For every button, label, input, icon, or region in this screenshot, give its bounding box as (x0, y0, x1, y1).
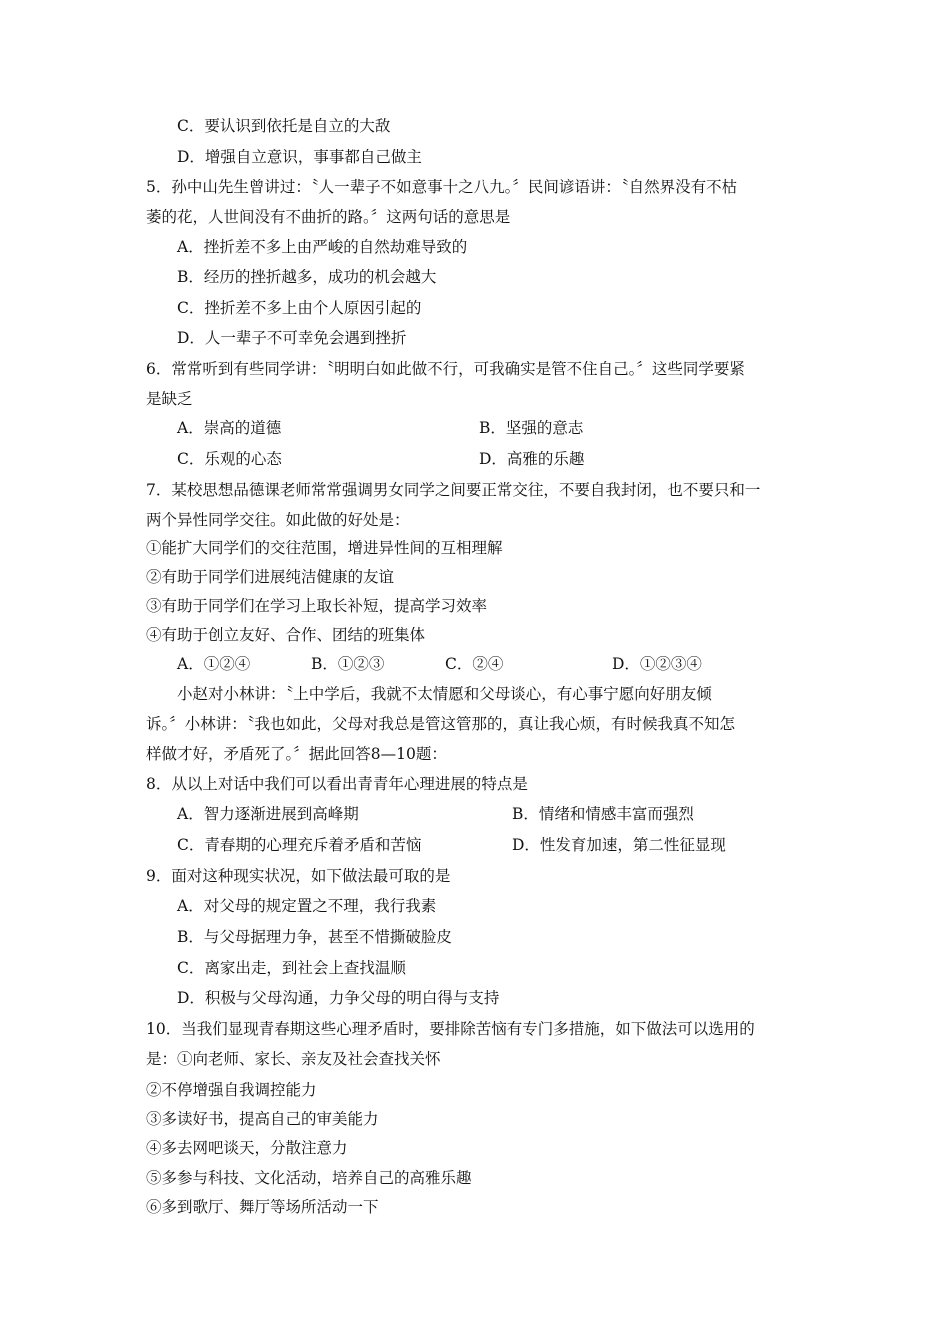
question-9: 9．面对这种现实状况，如下做法最可取的是 (146, 867, 451, 885)
statement-10-5: ⑤多参与科技、文化活动，培养自己的高雅乐趣 (146, 1169, 472, 1187)
option-5c: C．挫折差不多上由个人原因引起的 (177, 299, 422, 317)
option-8a: A．智力逐渐进展到高峰期 (177, 805, 359, 823)
option-4c: C．要认识到依托是自立的大敌 (177, 117, 391, 135)
option-7d: D．①②③④ (612, 655, 702, 673)
question-10-line-2: 是：①向老师、家长、亲友及社会查找关怀 (146, 1050, 441, 1068)
question-10-line-1: 10．当我们显现青春期这些心理矛盾时，要排除苦恼有专门多措施，如下做法可以选用的 (146, 1020, 755, 1038)
statement-10-2: ②不停增强自我调控能力 (146, 1081, 317, 1099)
question-8: 8．从以上对话中我们可以看出青青年心理进展的特点是 (146, 775, 528, 793)
option-8d: D．性发育加速，第二性征显现 (512, 836, 726, 854)
question-5-line-1: 5．孙中山先生曾讲过：〝人一辈子不如意事十之八九。〞民间谚语讲：〝自然界没有不枯 (146, 178, 738, 196)
option-7a: A．①②④ (177, 655, 251, 673)
option-5b: B．经历的挫折越多，成功的机会越大 (177, 268, 437, 286)
option-7c: C．②④ (445, 655, 504, 673)
question-5-line-2: 萎的花，人世间没有不曲折的路。〞这两句话的意思是 (146, 208, 511, 226)
statement-10-3: ③多读好书，提高自己的审美能力 (146, 1110, 379, 1128)
passage-line-2: 诉。〞小林讲：〝我也如此，父母对我总是管这管那的，真让我心烦，有时候我真不知怎 (146, 715, 736, 733)
statement-7-1: ①能扩大同学们的交往范围，增进异性间的互相理解 (146, 539, 503, 557)
statement-7-4: ④有助于创立友好、合作、团结的班集体 (146, 626, 426, 644)
option-8c: C．青春期的心理充斥着矛盾和苦恼 (177, 836, 422, 854)
statement-10-4: ④多去网吧谈天，分散注意力 (146, 1139, 348, 1157)
question-6-line-1: 6．常常听到有些同学讲：〝明明白如此做不行，可我确实是管不住自己。〞这些同学要紧 (146, 360, 745, 378)
option-8b: B．情绪和情感丰富而强烈 (512, 805, 694, 823)
option-6d: D．高雅的乐趣 (479, 450, 585, 468)
question-7-line-2: 两个异性同学交往。如此做的好处是： (146, 511, 410, 529)
option-7b: B．①②③ (311, 655, 385, 673)
option-9c: C．离家出走，到社会上查找温顺 (177, 959, 406, 977)
statement-10-6: ⑥多到歌厅、舞厅等场所活动一下 (146, 1198, 379, 1216)
option-5a: A．挫折差不多上由严峻的自然劫难导致的 (177, 238, 468, 256)
option-4d: D．增强自立意识，事事都自己做主 (177, 148, 422, 166)
passage-line-3: 样做才好，矛盾死了。〞据此回答8—10题： (146, 745, 447, 763)
option-9a: A．对父母的规定置之不理，我行我素 (177, 897, 437, 915)
passage-line-1: 小赵对小林讲：〝上中学后，我就不太情愿和父母谈心，有心事宁愿向好朋友倾 (177, 685, 712, 703)
option-9d: D．积极与父母沟通，力争父母的明白得与支持 (177, 989, 500, 1007)
statement-7-3: ③有助于同学们在学习上取长补短，提高学习效率 (146, 597, 488, 615)
option-9b: B．与父母据理力争，甚至不惜撕破脸皮 (177, 928, 452, 946)
option-6c: C．乐观的心态 (177, 450, 282, 468)
option-6a: A．崇高的道德 (177, 419, 282, 437)
option-6b: B．坚强的意志 (479, 419, 584, 437)
question-7-line-1: 7．某校思想品德课老师常常强调男女同学之间要正常交往，不要自我封闭，也不要只和一 (146, 481, 761, 499)
statement-7-2: ②有助于同学们进展纯洁健康的友谊 (146, 568, 395, 586)
question-6-line-2: 是缺乏 (146, 390, 193, 408)
option-5d: D．人一辈子不可幸免会遇到挫折 (177, 329, 407, 347)
